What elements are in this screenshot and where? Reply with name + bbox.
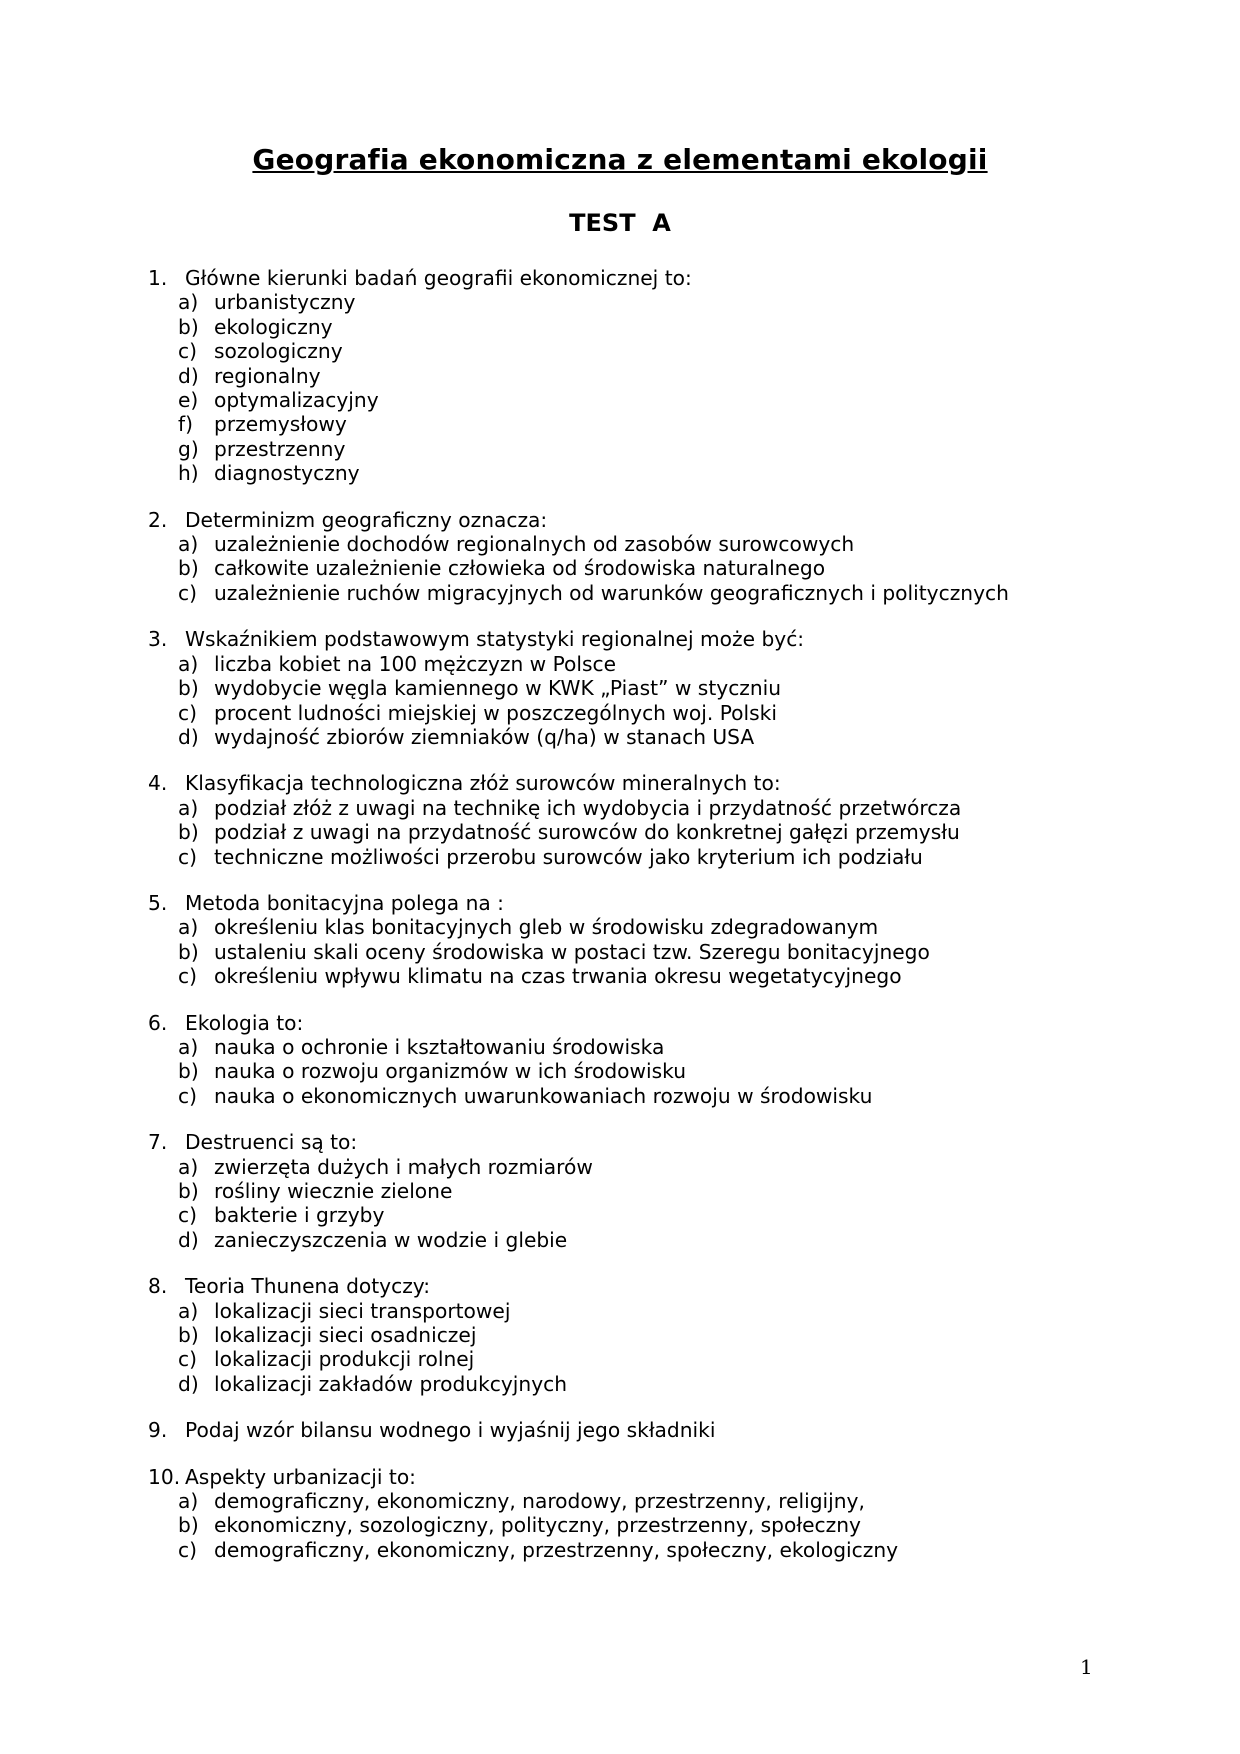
question-text: Główne kierunki badań geografii ekonomicznej to: xyxy=(185,266,692,290)
question-item xyxy=(148,1011,1148,1109)
option-text: określeniu wpływu klimatu na czas trwania okresu wegetatycyjnego xyxy=(214,964,902,989)
option-text: zanieczyszczenia w wodzie i glebie xyxy=(214,1227,568,1252)
option-letter: a) xyxy=(178,1034,199,1059)
question-text: Podaj wzór bilansu wodnego i wyjaśnij jego składniki xyxy=(185,1418,716,1443)
question-item xyxy=(148,1274,1148,1396)
question-number: 7. xyxy=(148,1130,168,1155)
question-line xyxy=(148,1274,1148,1298)
option-letter: a) xyxy=(178,1154,199,1179)
option-text: techniczne możliwości przerobu surowców jako kryterium ich podziału xyxy=(214,844,923,869)
answer-option xyxy=(148,652,1148,676)
option-text: przemysłowy xyxy=(214,412,347,437)
question-number: 5. xyxy=(148,890,168,915)
option-text: wydobycie węgla kamiennego w KWK „Piast” w styczniu xyxy=(214,676,782,701)
option-letter: a) xyxy=(178,1489,199,1514)
option-text: całkowite uzależnienie człowieka od środowiska naturalnego xyxy=(214,556,826,581)
question-number: 8. xyxy=(148,1274,168,1299)
option-letter: c) xyxy=(178,844,197,869)
option-text: rośliny wiecznie zielone xyxy=(214,1179,453,1203)
page-number: 1 xyxy=(1080,1655,1093,1679)
answer-option xyxy=(148,1228,1148,1252)
option-letter: h) xyxy=(178,461,199,486)
question-text: Destruenci są to: xyxy=(185,1130,358,1155)
question-text: Klasyfikacja technologiczna złóż surowców mineralnych to: xyxy=(185,771,781,796)
question-item xyxy=(148,1418,1148,1442)
answer-option xyxy=(148,315,1148,339)
question-text: Aspekty urbanizacji to: xyxy=(185,1464,416,1489)
question-number: 2. xyxy=(148,507,168,532)
option-letter: c) xyxy=(178,1083,197,1108)
answer-option xyxy=(148,964,1148,988)
question-line xyxy=(148,1465,1148,1489)
question-number: 1. xyxy=(148,266,168,290)
option-letter: f) xyxy=(178,412,193,437)
option-text: podział złóż z uwagi na technikę ich wydobycia i przydatność przetwórcza xyxy=(214,795,962,820)
question-item xyxy=(148,771,1148,869)
option-text: demograficzny, ekonomiczny, przestrzenny, społeczny, ekologiczny xyxy=(214,1537,899,1562)
option-letter: b) xyxy=(178,556,199,581)
answer-option xyxy=(148,701,1148,725)
answer-option xyxy=(148,1489,1148,1513)
option-letter: a) xyxy=(178,290,199,315)
option-text: lokalizacji sieci transportowej xyxy=(214,1298,511,1323)
question-line xyxy=(148,1418,1148,1442)
option-text: diagnostyczny xyxy=(214,461,360,486)
option-text: zwierzęta dużych i małych rozmiarów xyxy=(214,1154,593,1179)
option-letter: b) xyxy=(178,1059,199,1084)
option-text: nauka o ochronie i kształtowaniu środowiska xyxy=(214,1034,665,1059)
option-text: bakterie i grzyby xyxy=(214,1203,385,1228)
option-text: lokalizacji produkcji rolnej xyxy=(214,1347,475,1372)
question-line xyxy=(148,771,1148,795)
answer-option xyxy=(148,532,1148,556)
question-number: 3. xyxy=(148,627,168,652)
option-text: optymalizacyjny xyxy=(214,388,379,413)
question-number: 10. xyxy=(148,1464,181,1489)
question-text: Wskaźnikiem podstawowym statystyki regionalnej może być: xyxy=(185,627,805,652)
option-letter: d) xyxy=(178,724,199,749)
option-letter: a) xyxy=(178,651,199,676)
answer-option xyxy=(148,725,1148,749)
question-text: Determinizm geograficzny oznacza: xyxy=(185,507,548,532)
question-number: 4. xyxy=(148,771,168,796)
question-number: 9. xyxy=(148,1418,168,1443)
option-text: liczba kobiet na 100 mężczyzn w Polsce xyxy=(214,651,617,676)
option-letter: a) xyxy=(178,795,199,820)
answer-option xyxy=(148,1179,1148,1203)
option-text: podział z uwagi na przydatność surowców do konkretnej gałęzi przemysłu xyxy=(214,820,960,845)
option-text: przestrzenny xyxy=(214,436,346,461)
option-text: demograficzny, ekonomiczny, narodowy, przestrzenny, religijny, xyxy=(214,1489,865,1514)
answer-option xyxy=(148,1538,1148,1562)
question-item xyxy=(148,627,1148,749)
answer-option xyxy=(148,1299,1148,1323)
answer-option xyxy=(148,364,1148,388)
page-title: Geografia ekonomiczna z elementami ekologii xyxy=(252,143,988,176)
question-line xyxy=(148,891,1148,915)
option-letter: c) xyxy=(178,964,197,989)
option-letter: d) xyxy=(178,1371,199,1396)
answer-option xyxy=(148,388,1148,412)
question-text: Metoda bonitacyjna polega na : xyxy=(185,890,504,915)
option-text: określeniu klas bonitacyjnych gleb w środowisku zdegradowanym xyxy=(214,915,879,940)
option-text: lokalizacji sieci osadniczej xyxy=(214,1323,477,1348)
answer-option xyxy=(148,1155,1148,1179)
option-letter: c) xyxy=(178,580,197,605)
question-line xyxy=(148,627,1148,651)
answer-option xyxy=(148,940,1148,964)
answer-option xyxy=(148,676,1148,700)
option-text: uzależnienie ruchów migracyjnych od warunków geograficznych i politycznych xyxy=(214,580,1009,605)
answer-option xyxy=(148,1323,1148,1347)
question-item xyxy=(148,508,1148,606)
option-text: nauka o ekonomicznych uwarunkowaniach rozwoju w środowisku xyxy=(214,1083,873,1108)
answer-option xyxy=(148,1372,1148,1396)
option-letter: a) xyxy=(178,1298,199,1323)
option-letter: e) xyxy=(178,388,199,413)
question-line xyxy=(148,266,1148,290)
question-text: Ekologia to: xyxy=(185,1010,304,1035)
test-variant-heading: TEST A xyxy=(569,209,671,237)
answer-option xyxy=(148,820,1148,844)
answer-option xyxy=(148,1347,1148,1371)
answer-option xyxy=(148,1084,1148,1108)
answer-option xyxy=(148,437,1148,461)
answer-option xyxy=(148,845,1148,869)
option-letter: d) xyxy=(178,1227,199,1252)
option-letter: b) xyxy=(178,676,199,701)
question-item xyxy=(148,891,1148,989)
answer-option xyxy=(148,915,1148,939)
answer-option xyxy=(148,1203,1148,1227)
question-item xyxy=(148,266,1148,486)
answer-option xyxy=(148,1035,1148,1059)
answer-option xyxy=(148,461,1148,485)
question-line xyxy=(148,508,1148,532)
option-letter: c) xyxy=(178,1203,197,1228)
option-letter: b) xyxy=(178,1513,199,1538)
option-text: regionalny xyxy=(214,363,321,388)
option-letter: c) xyxy=(178,1537,197,1562)
option-letter: b) xyxy=(178,820,199,845)
question-line xyxy=(148,1011,1148,1035)
question-list xyxy=(148,266,1148,1584)
question-line xyxy=(148,1130,1148,1154)
question-number: 6. xyxy=(148,1010,168,1035)
option-letter: a) xyxy=(178,915,199,940)
option-text: uzależnienie dochodów regionalnych od zasobów surowcowych xyxy=(214,532,855,557)
answer-option xyxy=(148,556,1148,580)
answer-option xyxy=(148,796,1148,820)
option-text: nauka o rozwoju organizmów w ich środowisku xyxy=(214,1059,686,1084)
option-text: procent ludności miejskiej w poszczególnych woj. Polski xyxy=(214,700,777,725)
option-letter: c) xyxy=(178,1347,197,1372)
answer-option xyxy=(148,339,1148,363)
option-text: ekologiczny xyxy=(214,314,333,339)
option-text: lokalizacji zakładów produkcyjnych xyxy=(214,1371,568,1396)
option-letter: c) xyxy=(178,700,197,725)
question-item xyxy=(148,1130,1148,1252)
answer-option xyxy=(148,581,1148,605)
option-letter: d) xyxy=(178,363,199,388)
option-letter: b) xyxy=(178,939,199,964)
option-letter: c) xyxy=(178,339,197,364)
question-item xyxy=(148,1465,1148,1563)
question-text: Teoria Thunena dotyczy: xyxy=(185,1274,431,1299)
option-text: ekonomiczny, sozologiczny, polityczny, przestrzenny, społeczny xyxy=(214,1513,861,1538)
answer-option xyxy=(148,412,1148,436)
option-text: urbanistyczny xyxy=(214,290,356,315)
option-text: ustaleniu skali oceny środowiska w postaci tzw. Szeregu bonitacyjnego xyxy=(214,939,930,964)
option-letter: b) xyxy=(178,1179,199,1203)
answer-option xyxy=(148,290,1148,314)
option-letter: b) xyxy=(178,314,199,339)
option-letter: a) xyxy=(178,532,199,557)
option-text: wydajność zbiorów ziemniaków (q/ha) w stanach USA xyxy=(214,724,755,749)
option-letter: g) xyxy=(178,436,199,461)
option-text: sozologiczny xyxy=(214,339,343,364)
answer-option xyxy=(148,1513,1148,1537)
option-letter: b) xyxy=(178,1323,199,1348)
answer-option xyxy=(148,1059,1148,1083)
